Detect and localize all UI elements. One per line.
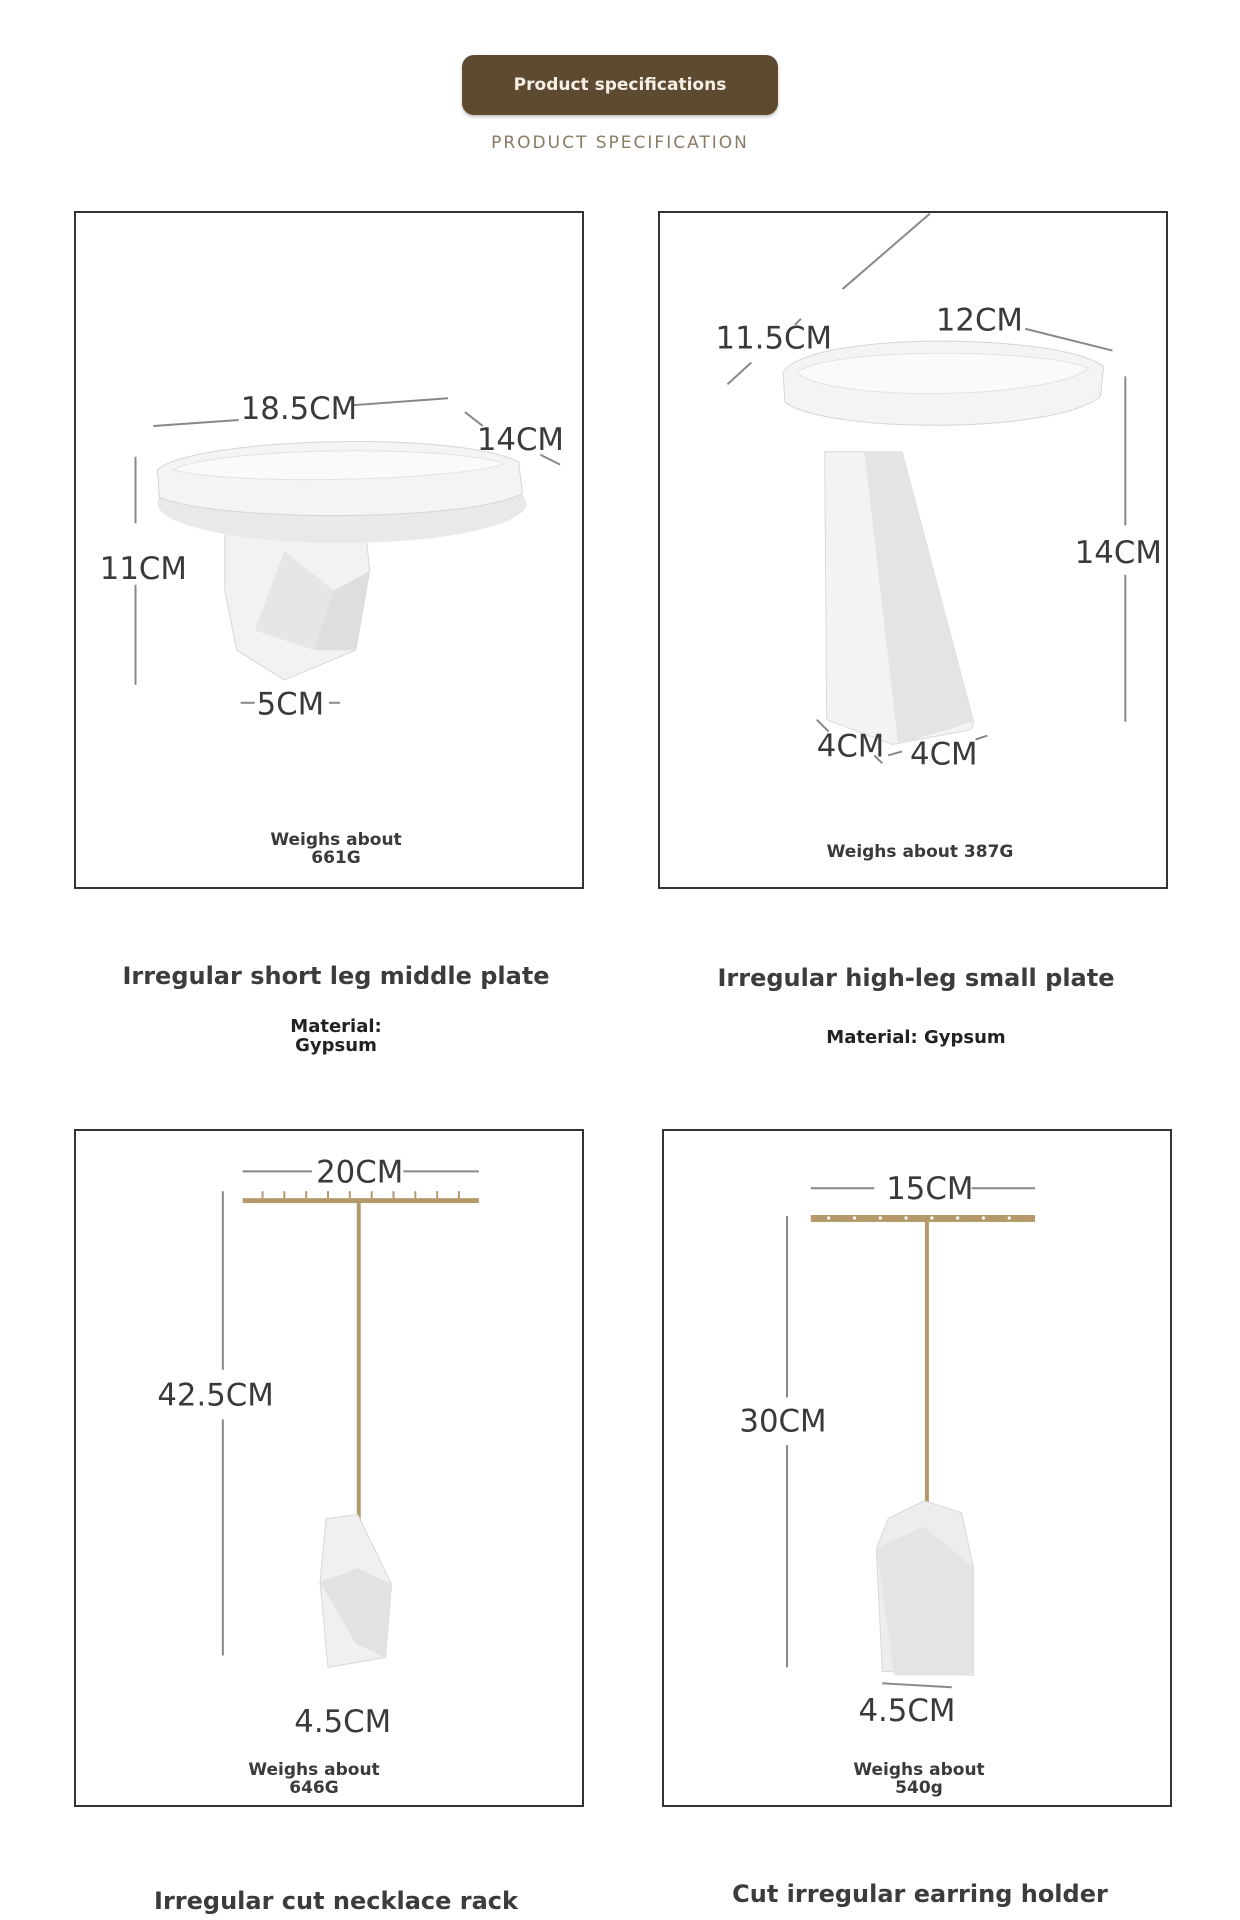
- width-dimension: 18.5CM: [240, 391, 358, 428]
- specifications-pill: Product specifications: [462, 55, 778, 115]
- specification-subheading: PRODUCT SPECIFICATION: [491, 133, 749, 153]
- product-panel-high-leg-plate: [658, 211, 1168, 889]
- base-dimension-a: 4CM: [816, 728, 885, 765]
- product-panel-earring-holder: [662, 1129, 1172, 1807]
- product-title: Irregular short leg middle plate: [122, 962, 550, 990]
- product-title: Irregular high-leg small plate: [717, 964, 1115, 992]
- height-dimension: 30CM: [739, 1403, 827, 1440]
- product-weight: Weighs about 387G: [826, 842, 1014, 862]
- product-panel-short-leg-plate: [74, 211, 584, 889]
- base-dimension-b: 4CM: [910, 736, 978, 773]
- depth-dimension: 14CM: [476, 421, 564, 458]
- product-weight: Weighs about 646G: [248, 1760, 380, 1798]
- base-dimension: 4.5CM: [858, 1693, 956, 1729]
- product-title: Irregular cut necklace rack: [154, 1887, 518, 1915]
- product-panel-necklace-rack: [74, 1129, 584, 1807]
- width-dimension: 15CM: [886, 1171, 974, 1208]
- depth-dimension: 11.5CM: [715, 320, 833, 357]
- necklace-rack-illustration: [76, 1131, 582, 1805]
- base-dimension: 5CM: [256, 686, 325, 723]
- earring-holder-illustration: [664, 1131, 1170, 1805]
- product-title: Cut irregular earring holder: [732, 1880, 1108, 1908]
- high-leg-plate-illustration: [660, 213, 1166, 887]
- product-weight: Weighs about 661G: [270, 830, 402, 868]
- base-dimension: 4.5CM: [294, 1703, 392, 1740]
- width-dimension: 12CM: [935, 302, 1023, 339]
- short-leg-plate-illustration: [76, 213, 582, 887]
- height-dimension: 11CM: [99, 550, 187, 587]
- product-material: Material: Gypsum: [826, 1027, 1006, 1048]
- product-material: Material: Gypsum: [290, 1016, 382, 1056]
- width-dimension: 20CM: [316, 1154, 404, 1191]
- height-dimension: 14CM: [1074, 534, 1162, 571]
- product-weight: Weighs about 540g: [853, 1760, 985, 1798]
- height-dimension: 42.5CM: [157, 1377, 274, 1414]
